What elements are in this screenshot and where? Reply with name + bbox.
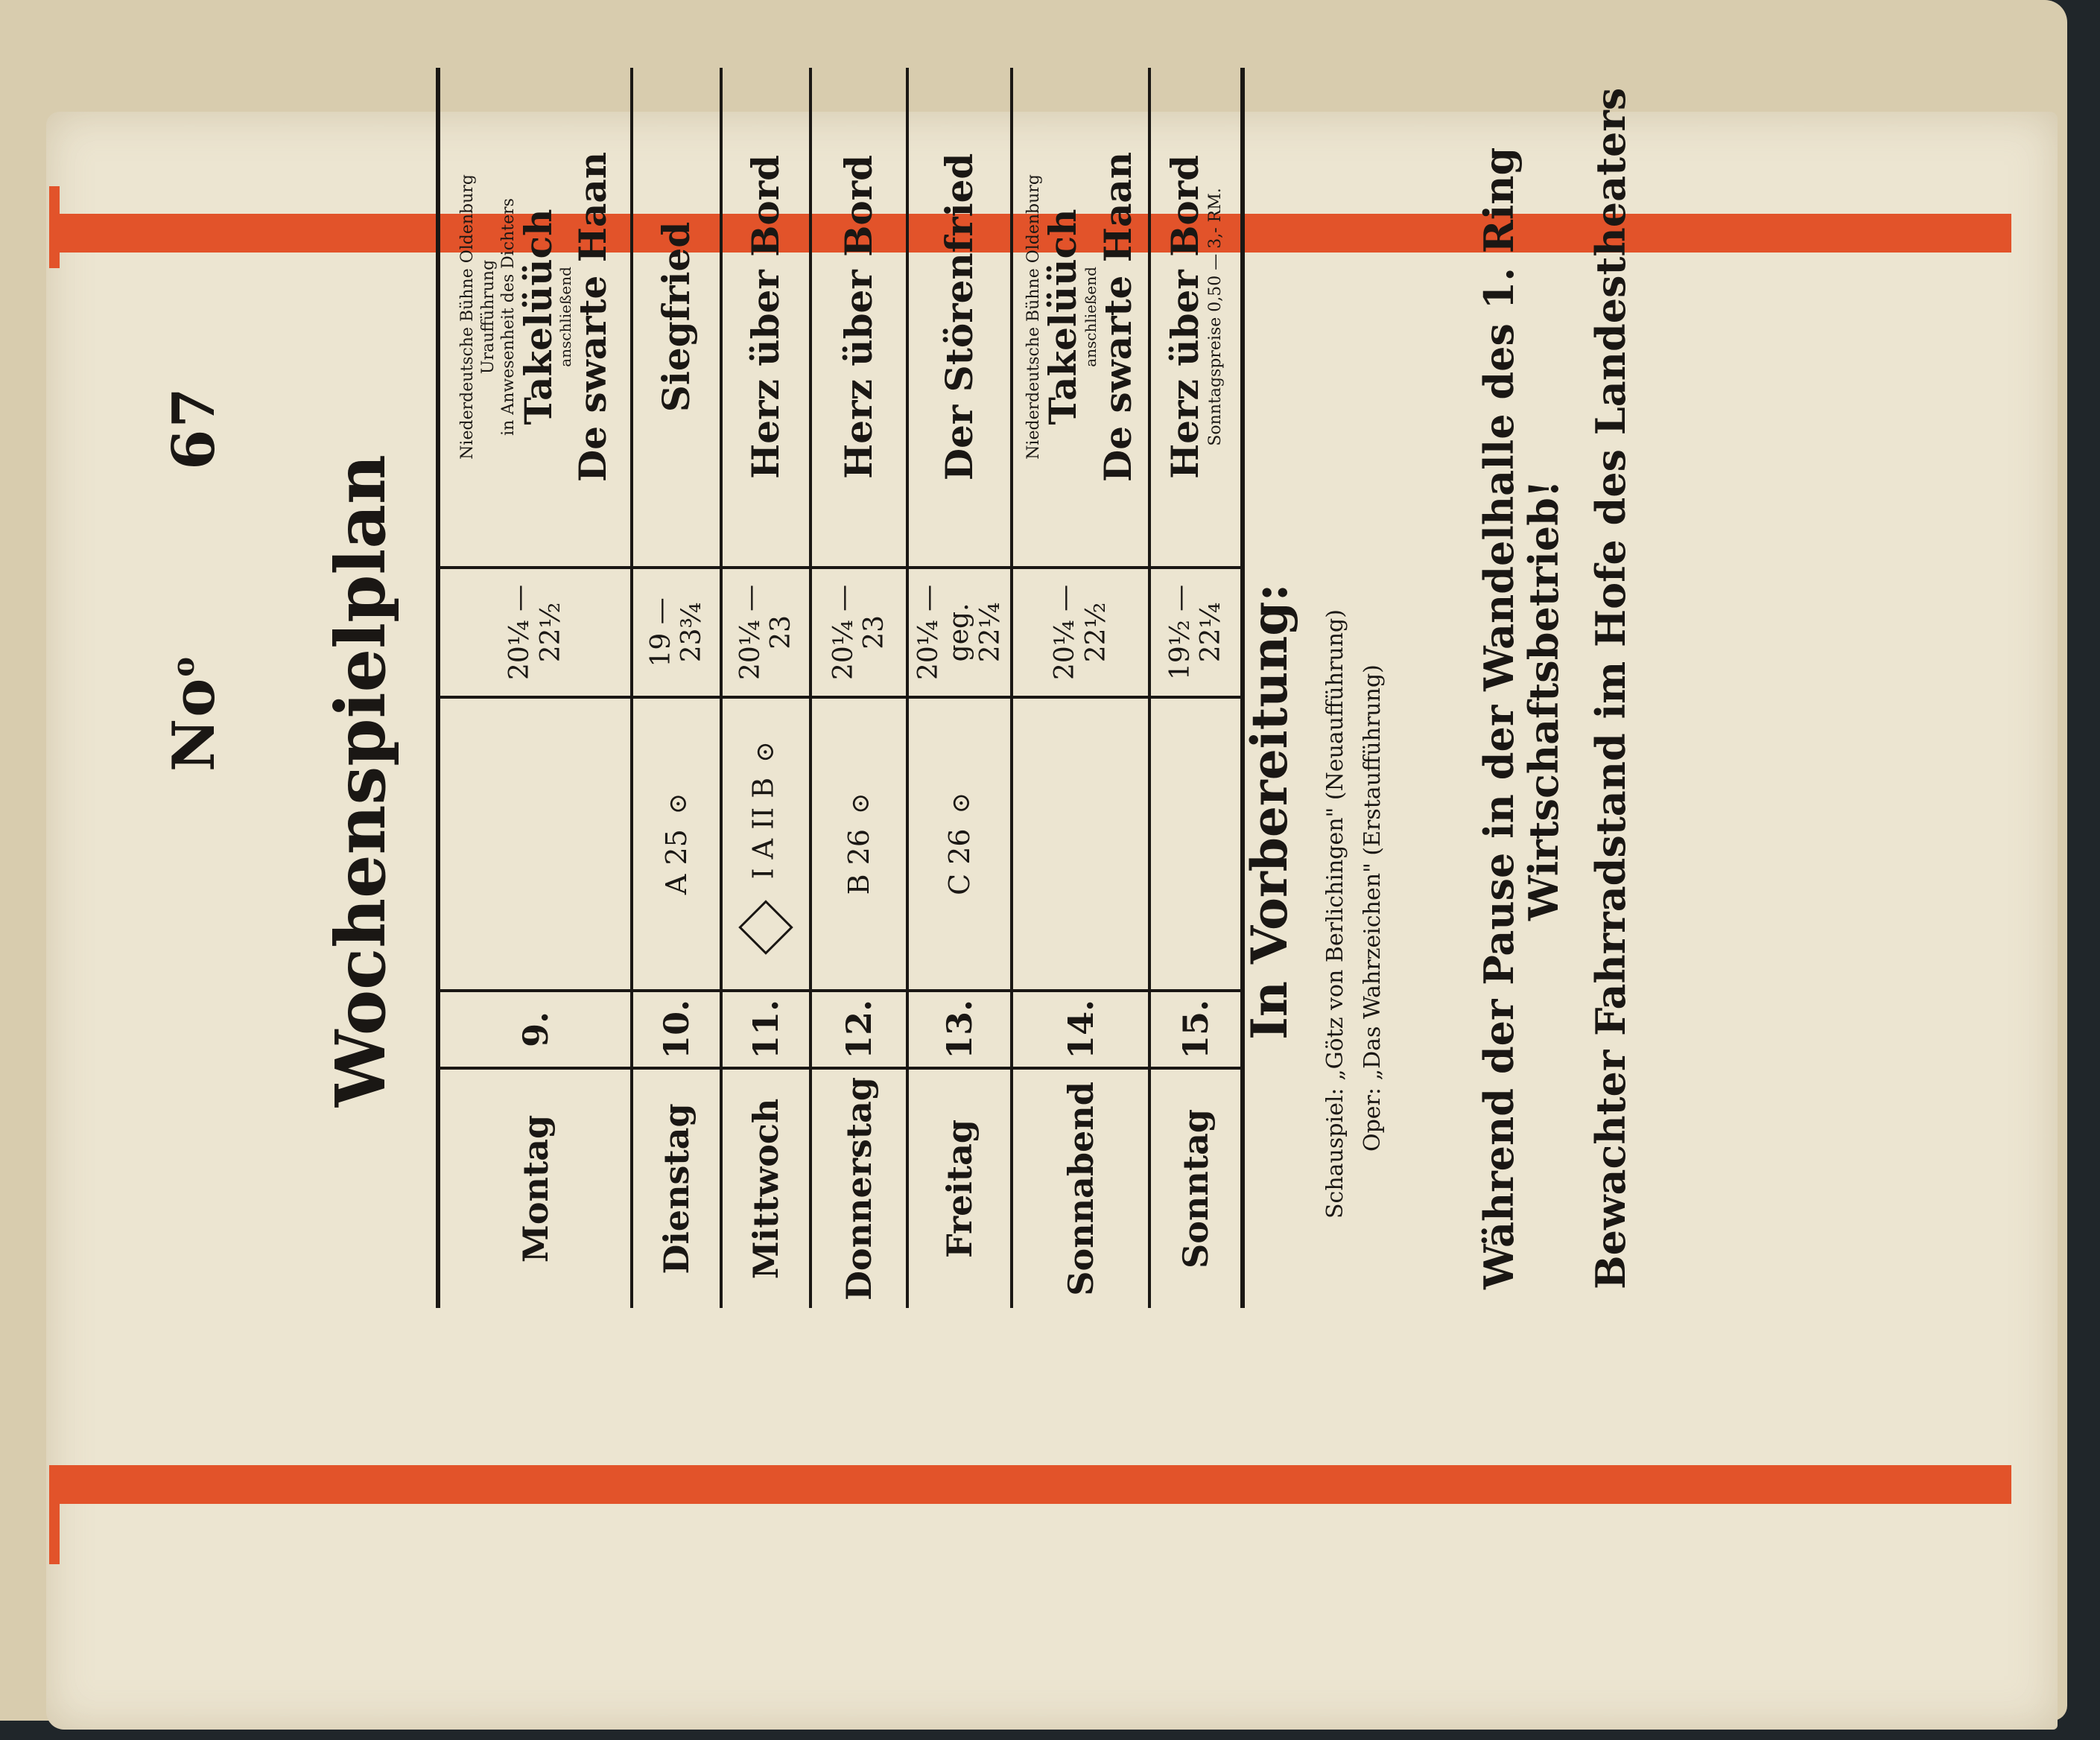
- number-value: 67: [160, 386, 228, 470]
- series-cell: [907, 697, 1012, 991]
- show-title-second: De swarte Haan: [1095, 151, 1140, 483]
- day-cell: Sonnabend: [1012, 1068, 1149, 1308]
- circle-symbol: ⊙: [749, 741, 780, 763]
- time-cell: [1012, 568, 1149, 697]
- circle-symbol: ⊙: [846, 793, 875, 814]
- show-presenter: Niederdeutsche Bühne Oldenburg: [458, 174, 478, 460]
- intermission-note: Während der Pause in der Wandelhalle des 1. Ring: [1475, 147, 1523, 1289]
- day-cell: Mittwoch: [721, 1068, 811, 1308]
- preparation-drama: Schauspiel: „Götz von Berlichingen" (Neuaufführung): [1322, 609, 1348, 1219]
- series-cell: [811, 697, 907, 991]
- time-end: geg. 22¼: [944, 602, 1006, 663]
- stamp-icon: [738, 900, 793, 955]
- time-cell: [907, 568, 1012, 697]
- bicycle-note: Bewachter Fahrradstand im Hofe des Landestheaters: [1587, 87, 1634, 1289]
- series-cell: [438, 697, 632, 991]
- show-connector: anschließend: [556, 267, 575, 367]
- time-start: 20¼ —: [1050, 584, 1081, 680]
- series-cell: [1012, 697, 1149, 991]
- time-end: 23: [766, 615, 796, 650]
- show-title-second: De swarte Haan: [571, 151, 615, 483]
- day-cell: Dienstag: [632, 1068, 721, 1308]
- show-title: Herz über Bord: [1163, 154, 1208, 479]
- time-cell: [438, 568, 632, 697]
- intermission-note-cont: Wirtschaftsbetrieb!: [1520, 480, 1567, 921]
- time-start: 19½ —: [1164, 584, 1196, 680]
- preparation-heading: In Vorbereitung:: [1240, 583, 1298, 1040]
- time-end: 23: [859, 615, 889, 650]
- series-cell: [632, 697, 721, 991]
- time-end: 22¼: [1196, 602, 1227, 663]
- time-cell: 19 — 23¾: [632, 568, 721, 697]
- series-cell: [721, 697, 811, 991]
- show-presenter: Niederdeutsche Bühne Oldenburg: [1024, 174, 1043, 460]
- circle-symbol: ⊙: [946, 792, 977, 814]
- time-end: 22½: [1080, 602, 1111, 663]
- preparation-opera: Oper: „Das Wahrzeichen" (Erstaufführung): [1360, 664, 1386, 1152]
- series-code: A 25: [660, 829, 693, 895]
- table-row: [438, 68, 632, 1308]
- time-cell: [721, 568, 811, 697]
- program-number: No$^o$ 67: [160, 386, 228, 772]
- date-cell: 13.: [907, 991, 1012, 1068]
- series-cell: [1149, 697, 1243, 991]
- show-title: Herz über Bord: [721, 68, 811, 568]
- show-title: Takelüüch: [1041, 209, 1085, 425]
- page-title: Wochenspielplan: [320, 454, 401, 1107]
- show-title: Der Störenfried: [907, 68, 1012, 568]
- number-prefix: No: [160, 676, 228, 772]
- show-price-note: Sonntagspreise 0,50 — 3,- RM.: [1205, 188, 1225, 446]
- day-cell: Donnerstag: [811, 1068, 907, 1308]
- date-cell: 11.: [721, 991, 811, 1068]
- table-row: [811, 68, 907, 1308]
- show-cell: [1012, 68, 1149, 568]
- series-code: C 26: [943, 828, 977, 895]
- day-cell: Sonntag: [1149, 1068, 1243, 1308]
- show-connector: anschließend: [1081, 267, 1100, 367]
- show-premiere: Uraufführung: [478, 259, 498, 375]
- show-cell: [438, 68, 632, 568]
- time-end: 22½: [535, 602, 566, 663]
- series-code: I A II B: [746, 777, 780, 880]
- date-cell: 12.: [811, 991, 907, 1068]
- time-cell: [811, 568, 907, 697]
- time-cell: [1149, 568, 1243, 697]
- date-cell: 15.: [1149, 991, 1243, 1068]
- table-row: [632, 68, 721, 1308]
- date-cell: 9.: [438, 991, 632, 1068]
- table-row: [907, 68, 1012, 1308]
- table-row: [721, 68, 811, 1308]
- time-start: 20¼ —: [913, 584, 944, 680]
- table-row: [1149, 68, 1243, 1308]
- table-row: [1012, 68, 1149, 1308]
- circle-symbol: ⊙: [663, 793, 693, 815]
- date-cell: 14.: [1012, 991, 1149, 1068]
- time-start: 20¼ —: [504, 584, 536, 680]
- time-start: 20¼ —: [735, 584, 766, 680]
- series-code: B 26: [843, 828, 875, 895]
- show-cell: [1149, 68, 1243, 568]
- show-title: Herz über Bord: [811, 68, 907, 568]
- show-title: Siegfried: [632, 68, 721, 568]
- time-start: 20¼ —: [828, 584, 859, 680]
- show-title: Takelüüch: [516, 209, 560, 425]
- day-cell: Freitag: [907, 1068, 1012, 1308]
- day-cell: Montag: [438, 1068, 632, 1308]
- date-cell: 10.: [632, 991, 721, 1068]
- schedule-table: [436, 68, 1245, 1308]
- show-presence: in Anwesenheit des Dichters: [499, 198, 518, 436]
